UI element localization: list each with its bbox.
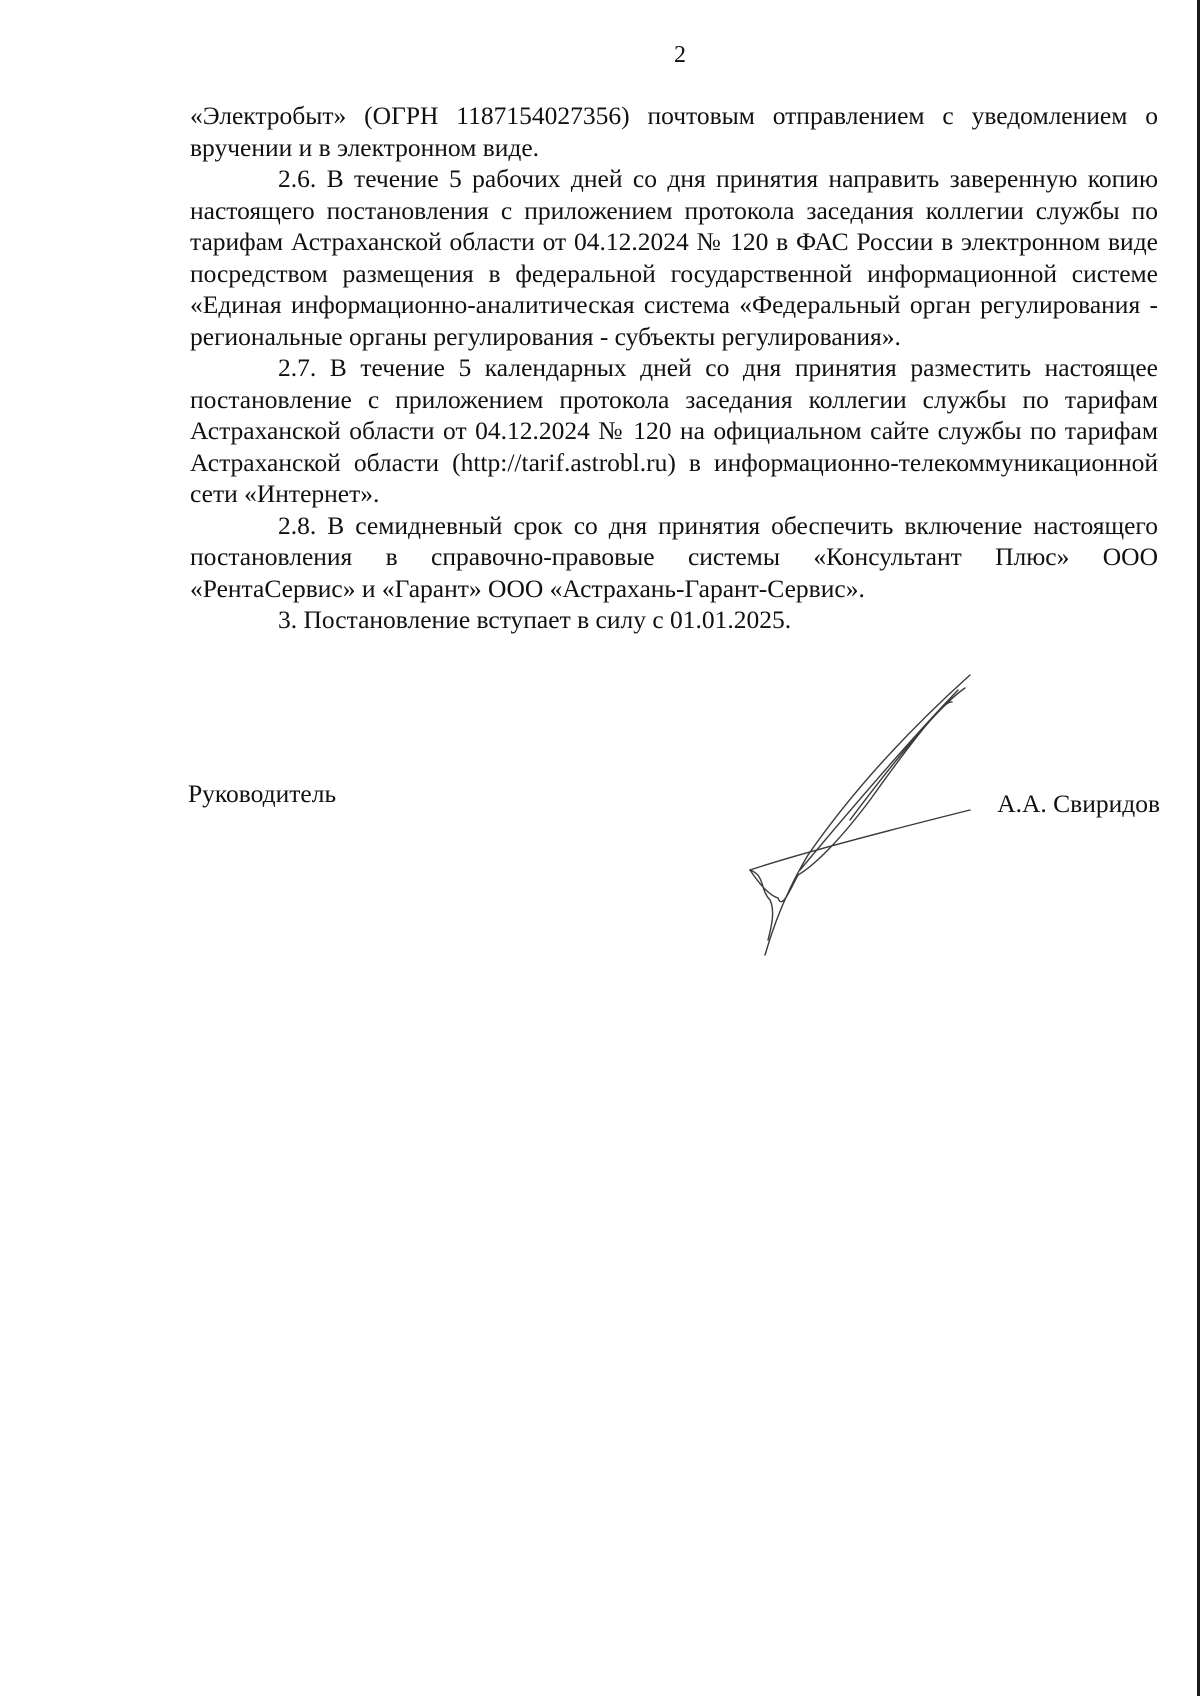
signatory-name: А.А. Свиридов: [997, 789, 1160, 818]
paragraph-continuation: «Электробыт» (ОГРН 1187154027356) почтовым отправлением с уведомлением о вручении и в электронном виде.: [190, 101, 1158, 162]
signature-block: [188, 778, 1160, 818]
page-number: 2: [674, 42, 686, 68]
paragraph-2-8: 2.8. В семидневный срок со дня принятия обеспечить включение настоящего постановления в справочно-правовые системы «Консультант Плюс» ООО «РентаСервис» и «Гарант» ООО «Астрахань-Гарант-Сервис».: [190, 510, 1158, 603]
document-body: [190, 100, 1158, 636]
paragraph-3: 3. Постановление вступает в силу с 01.01.2025.: [278, 605, 792, 634]
paragraph-2-6: 2.6. В течение 5 рабочих дней со дня принятия направить заверенную копию настоящего постановления с приложением протокола заседания коллегии службы по тарифам Астраханской области от 04.12.2024 № 120 в ФАС России в электронном виде посредством размещения в федеральной государственной информационной системе «Единая информационно-аналитическая система «Федеральный орган регулирования - региональные органы регулирования - субъекты регулирования».: [190, 164, 1158, 351]
paragraph-2-7: 2.7. В течение 5 календарных дней со дня принятия разместить настоящее постановление с приложением протокола заседания коллегии службы по тарифам Астраханской области от 04.12.2024 № 120 на официальном сайте службы по тарифам Астраханской области (http://tarif.astrobl.ru) в информационно-телекоммуникационной сети «Интернет».: [190, 353, 1158, 508]
signatory-title: Руководитель: [188, 779, 337, 808]
